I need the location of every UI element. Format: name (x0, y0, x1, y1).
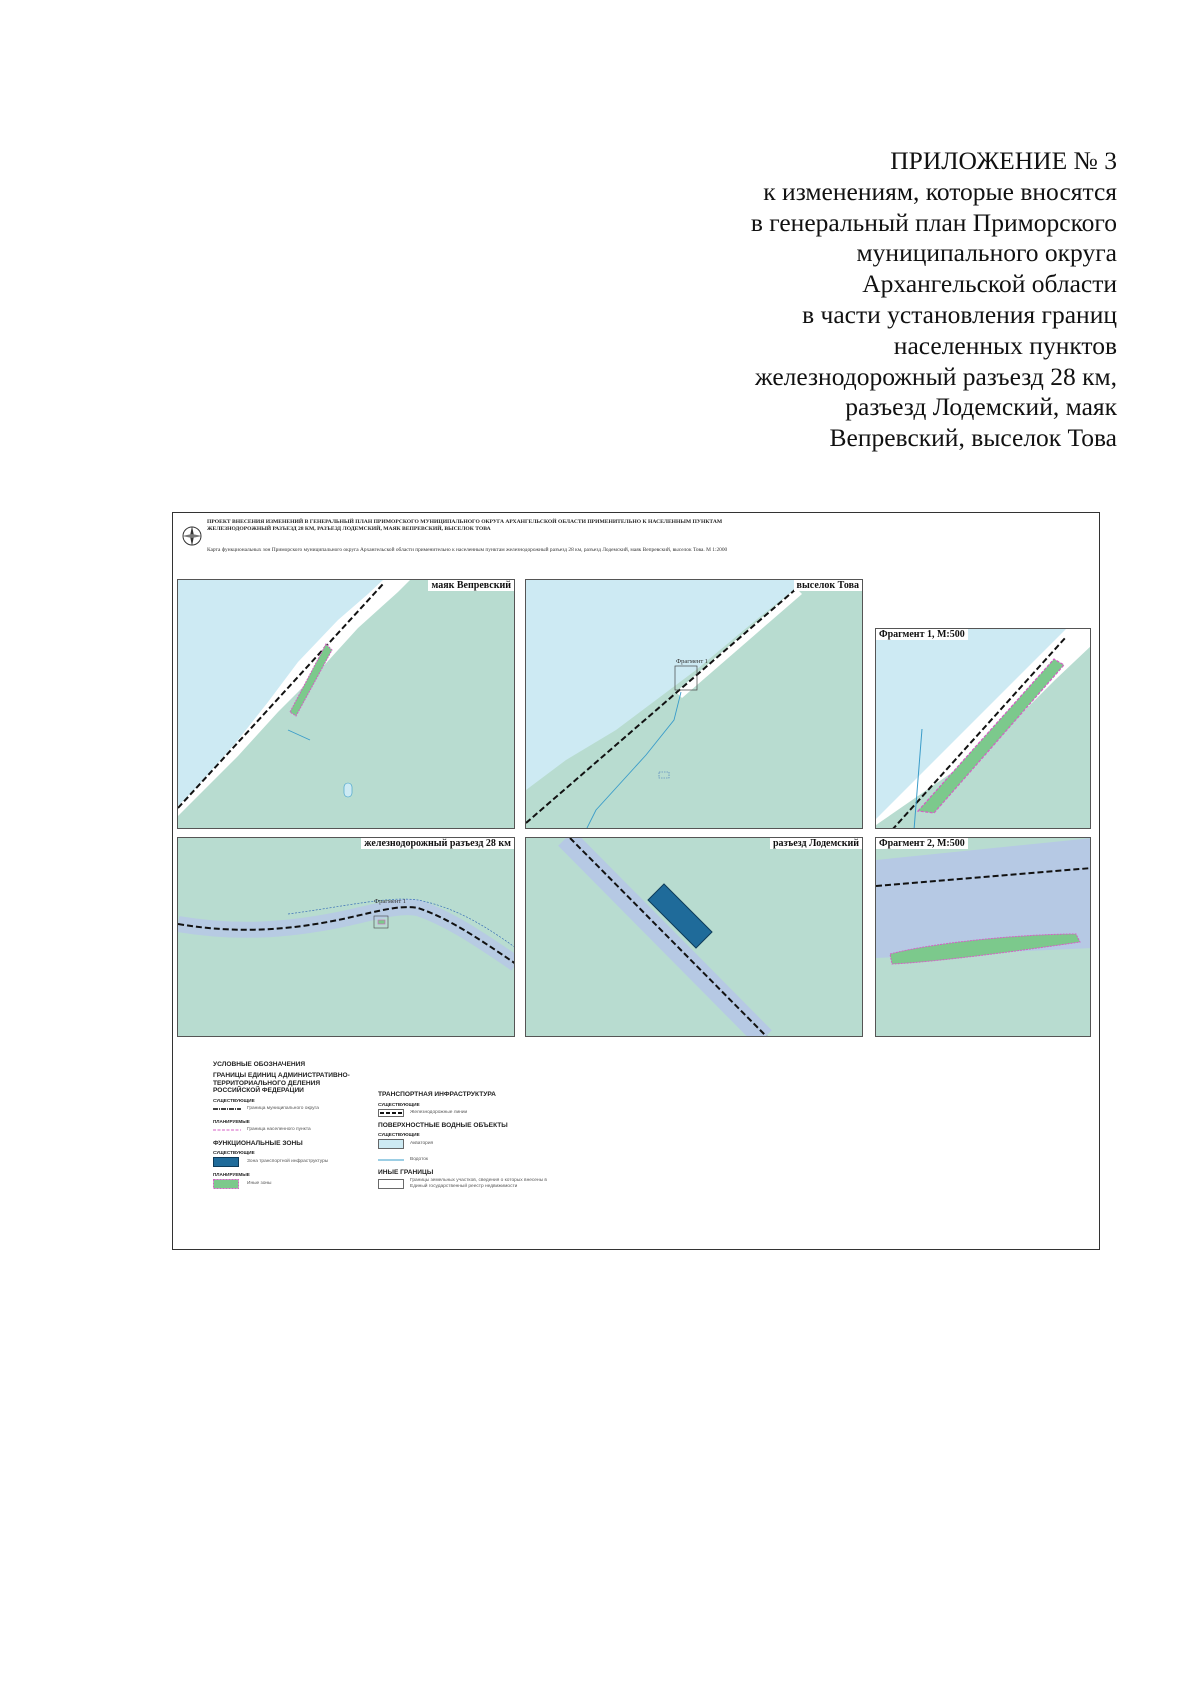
legend-railway: Железнодорожные линии (410, 1110, 468, 1115)
other-zones-symbol (213, 1179, 239, 1189)
transport-zone-symbol (213, 1157, 239, 1167)
heading-line: в части установления границ (802, 299, 1117, 329)
fragment-tag: Фрагмент 1 (374, 898, 407, 905)
legend-water-objects: ПОВЕРХНОСТНЫЕ ВОДНЫЕ ОБЪЕКТЫ (378, 1122, 508, 1129)
panel-label-tova: выселок Това (794, 580, 862, 591)
watercourse-symbol (378, 1157, 404, 1163)
compass-rose-icon (181, 525, 203, 547)
legend-transport-infra: ТРАНСПОРТНАЯ ИНФРАСТРУКТУРА (378, 1091, 496, 1098)
legend-municipal-border: Граница муниципального округа (247, 1106, 319, 1111)
legend-other-borders-text: Границы земельных участков, сведения о которых внесены в Единый государственный реестр недвижимости (410, 1178, 547, 1189)
heading-line: разъезд Лодемский, маяк (845, 392, 1117, 422)
map-panel-fragment-2 (875, 837, 1091, 1037)
heading-line: Архангельской области (862, 269, 1117, 299)
map-title: ПРОЕКТ ВНЕСЕНИЯ ИЗМЕНЕНИЙ В ГЕНЕРАЛЬНЫЙ ПЛАН ПРИМОРСКОГО МУНИЦИПАЛЬНОГО ОКРУГА АРХАНГЕЛЬСКОЙ ОБЛАСТИ ПРИМЕНИТЕЛЬНО К НАСЕЛЕННЫМ ПУНКТАМ ЖЕЛЕЗНОДОРОЖНЫЙ РАЗЪЕЗД 28 КМ, РАЗЪЕЗД ЛОДЕМСКИЙ, МАЯК ВЕПРЕВСКИЙ, ВЫСЕЛОК ТОВА (207, 519, 723, 532)
panel-label-fragment-2: Фрагмент 2, М:500 (876, 838, 968, 849)
heading-line: в генеральный план Приморского (750, 207, 1117, 237)
heading-line: железнодорожный разъезд 28 км, (755, 361, 1117, 391)
panel-label-rail28: железнодорожный разъезд 28 км (361, 838, 514, 849)
heading-line: к изменениям, которые вносятся (763, 176, 1117, 206)
legend-water-area: Акватория (410, 1141, 434, 1146)
legend-other-borders: ИНЫЕ ГРАНИЦЫ (378, 1169, 434, 1176)
legend-admin-header: ГРАНИЦЫ ЕДИНИЦ АДМИНИСТРАТИВНО-ТЕРРИТОРИАЛЬНОГО ДЕЛЕНИЯ РОССИЙСКОЙ ФЕДЕРАЦИИ (213, 1072, 350, 1094)
map-fragment2-svg (876, 838, 1091, 1037)
map-rail28-svg (178, 838, 515, 1037)
legend-title: УСЛОВНЫЕ ОБОЗНАЧЕНИЯ (213, 1061, 306, 1068)
legend-settlement-border: Граница населенного пункта (247, 1127, 311, 1132)
legend-existing: СУЩЕСТВУЮЩИЕ (378, 1132, 420, 1137)
land-plot-border-symbol (378, 1179, 404, 1189)
map-lodem-svg (526, 838, 863, 1037)
water-area-symbol (378, 1139, 404, 1149)
panel-label-fragment-1: Фрагмент 1, М:500 (876, 629, 968, 640)
municipal-border-symbol (213, 1106, 241, 1112)
map-panel-vepr (177, 579, 515, 829)
legend-transport-zone: Зона транспортной инфраструктуры (247, 1159, 329, 1164)
heading-line: Вепревский, выселок Това (829, 423, 1117, 453)
map-panel-fragment-1 (875, 628, 1091, 829)
map-vepr-svg (178, 580, 515, 829)
map-panel-lodem (525, 837, 863, 1037)
legend-planned: ПЛАНИРУЕМЫЕ (213, 1119, 250, 1124)
map-tova-svg (526, 580, 863, 829)
appendix-heading (557, 146, 1117, 454)
map-panel-rail28 (177, 837, 515, 1037)
legend-func-zones: ФУНКЦИОНАЛЬНЫЕ ЗОНЫ (213, 1140, 303, 1147)
panel-label-vepr: маяк Вепревский (428, 580, 514, 591)
railway-symbol (378, 1109, 404, 1117)
panel-label-lodem: разъезд Лодемский (770, 838, 862, 849)
heading-line: ПРИЛОЖЕНИЕ № 3 (890, 146, 1117, 175)
legend-existing: СУЩЕСТВУЮЩИЕ (213, 1150, 255, 1155)
heading-line: муниципального округа (856, 238, 1117, 268)
map-description: Карта функциональных зон Приморского муниципального округа Архангельской области применительно к населенным пунктам железнодорожный разъезд 28 км, разъезд Лодемский, маяк Вепревский, выселок Това. М 1:2000 (207, 547, 728, 553)
legend-watercourse: Водоток (410, 1157, 429, 1162)
heading-line: населенных пунктов (893, 330, 1117, 360)
fragment-tag: Фрагмент 1 (676, 658, 709, 665)
legend-planned: ПЛАНИРУЕМЫЕ (213, 1172, 250, 1177)
map-legend (213, 1061, 813, 1241)
map-fragment1-svg (876, 629, 1091, 829)
legend-existing: СУЩЕСТВУЮЩИЕ (213, 1098, 255, 1103)
legend-existing: СУЩЕСТВУЮЩИЕ (378, 1102, 420, 1107)
legend-other-zones: Иные зоны (247, 1181, 272, 1186)
map-panel-tova (525, 579, 863, 829)
map-sheet (172, 512, 1100, 1250)
settlement-border-symbol (213, 1127, 241, 1133)
